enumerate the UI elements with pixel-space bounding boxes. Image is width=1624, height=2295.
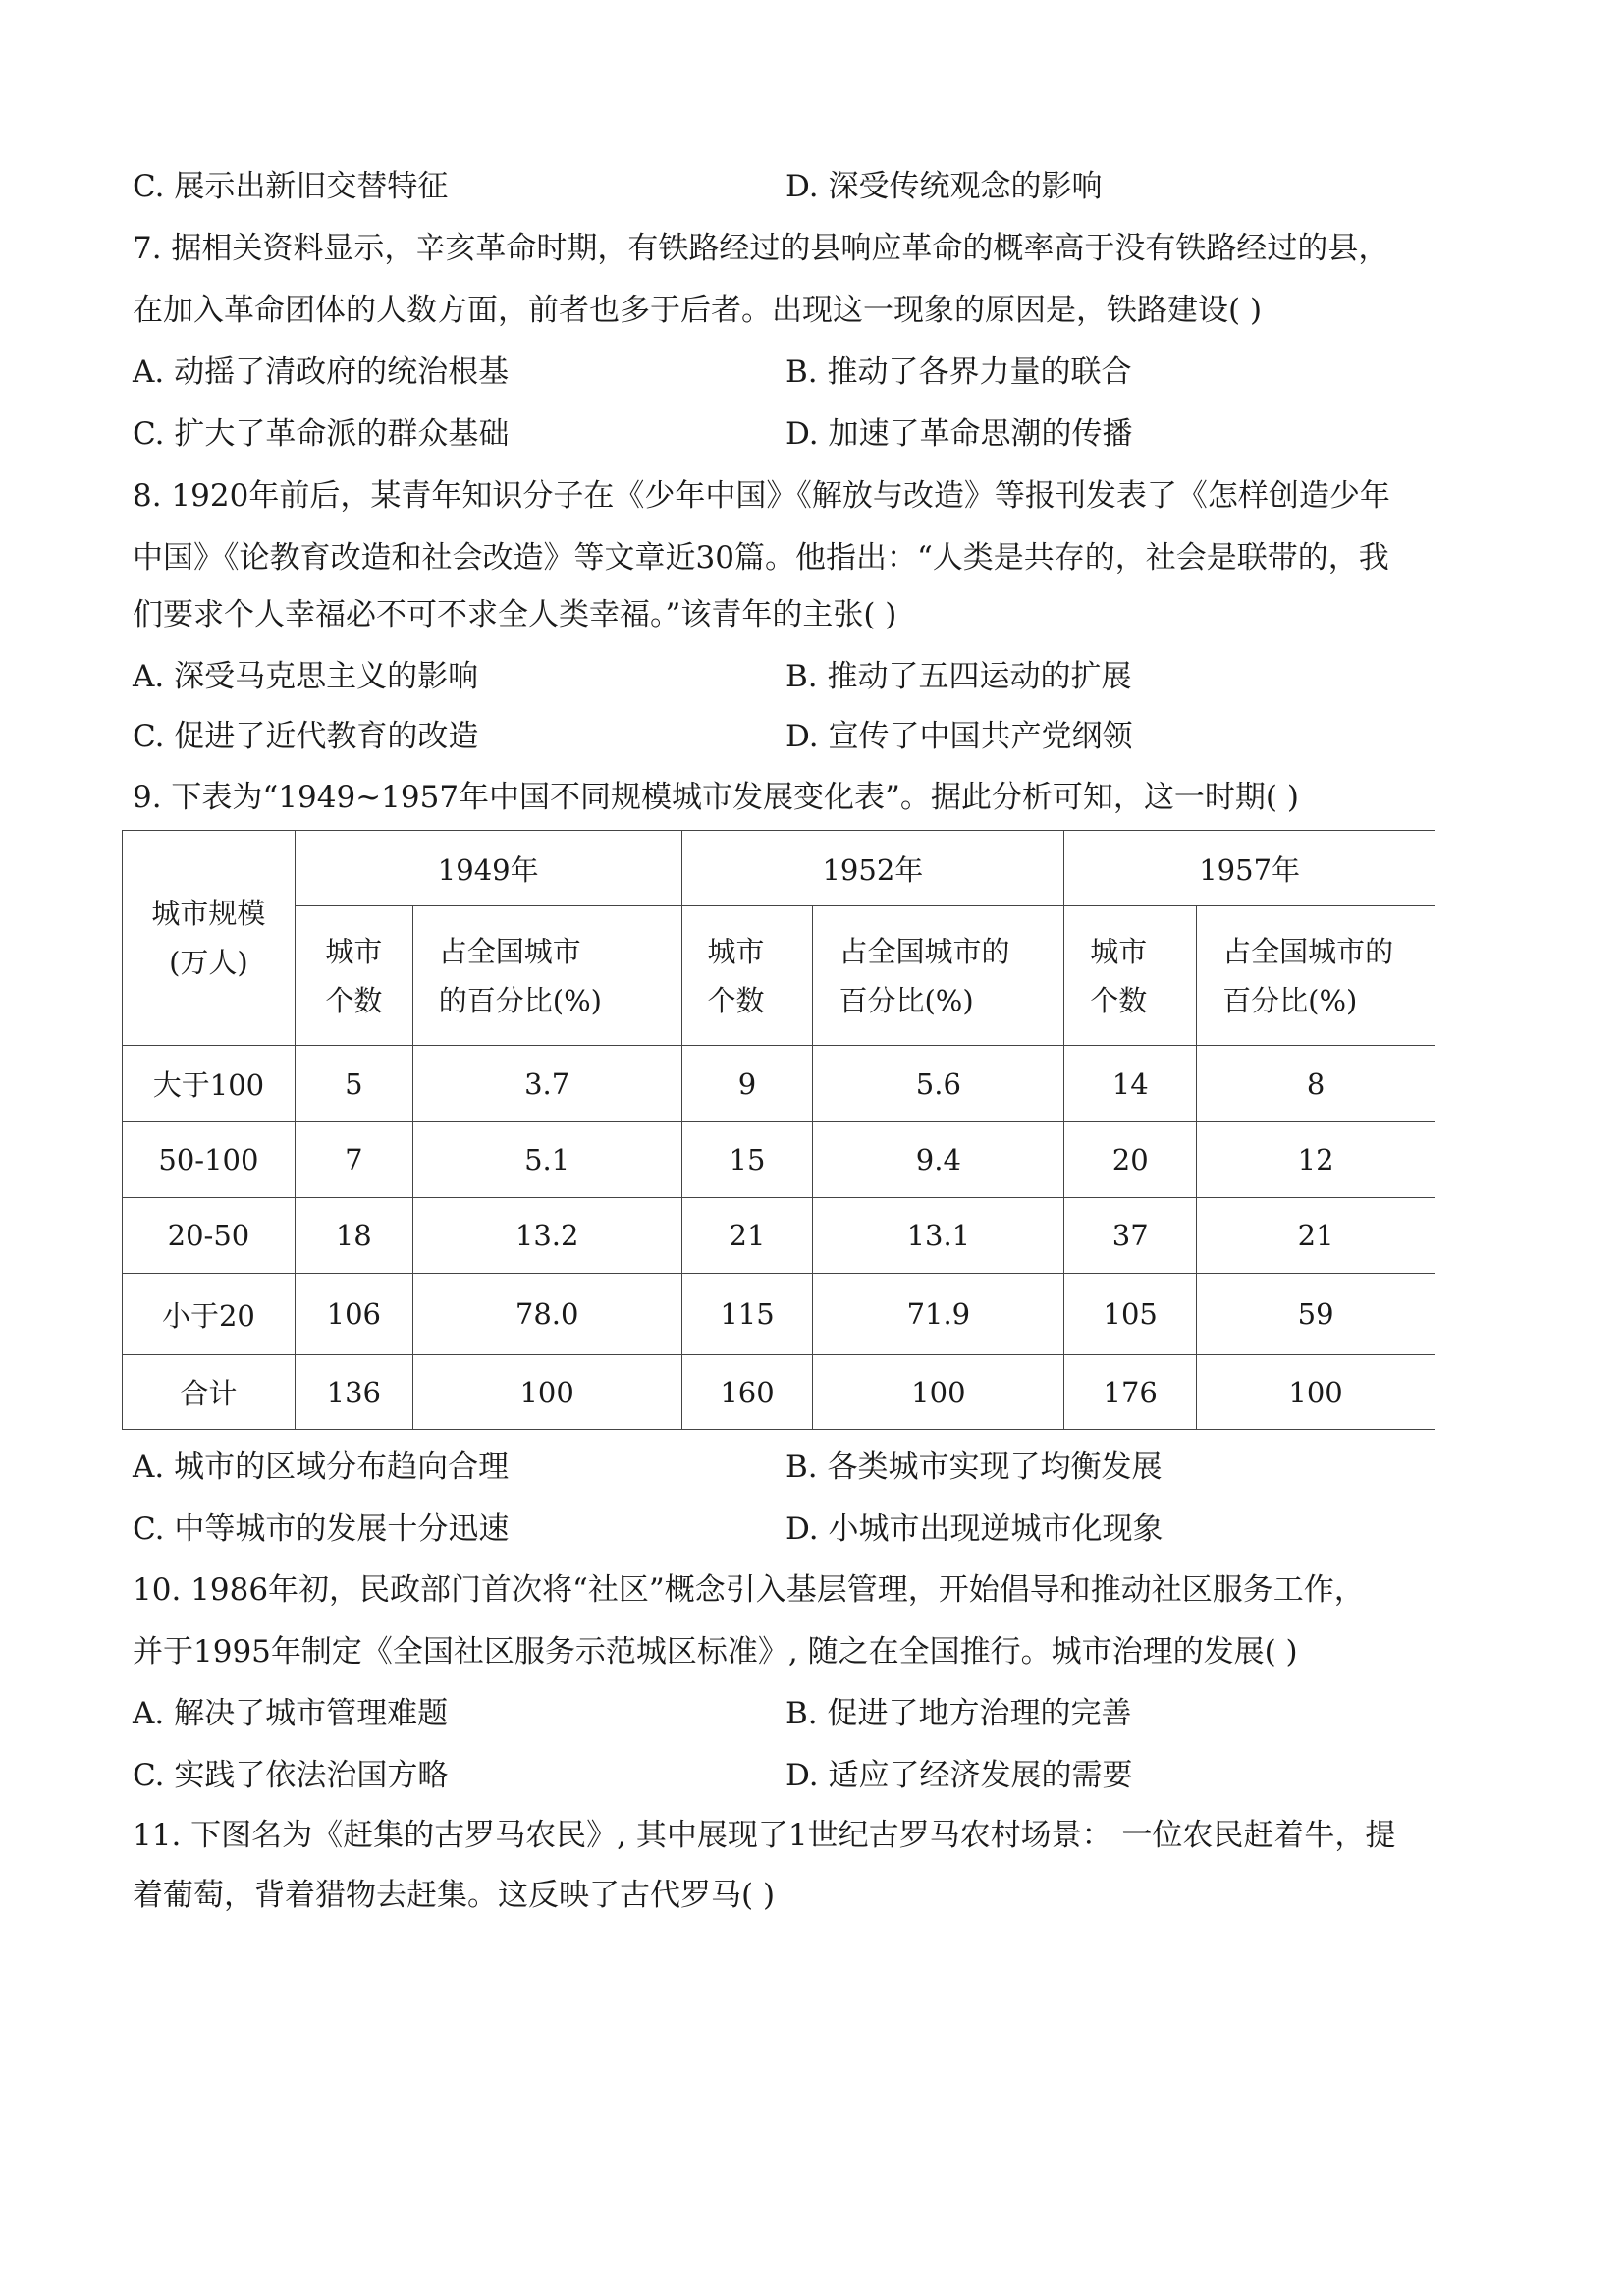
table-header-count-1957 bbox=[1064, 906, 1197, 1046]
table-cell-pct-1949: 100 bbox=[412, 1355, 681, 1430]
table-header-year-1952: 1952年 bbox=[681, 831, 1064, 906]
table-cell-pct-1949: 13.2 bbox=[412, 1198, 681, 1274]
table-cell-count-1957: 20 bbox=[1064, 1122, 1197, 1198]
table-cell-count-1952: 21 bbox=[681, 1198, 813, 1274]
table-cell-size: 合计 bbox=[123, 1355, 296, 1430]
q9-option-c: C. 中等城市的发展十分迅速 bbox=[133, 1511, 510, 1547]
table-cell-size: 50-100 bbox=[123, 1122, 296, 1198]
table-cell-pct-1957: 12 bbox=[1197, 1122, 1435, 1198]
table-header-count-label-line1: 城市 bbox=[325, 934, 383, 968]
table-cell-count-1949: 106 bbox=[295, 1274, 412, 1355]
q10-option-a: A. 解决了城市管理难题 bbox=[133, 1696, 449, 1731]
table-cell-pct-1952: 71.9 bbox=[813, 1274, 1064, 1355]
q10-stem-line-1: 10. 1986年初，民政部门首次将“社区”概念引入基层管理，开始倡导和推动社区服务工作， bbox=[133, 1572, 1365, 1608]
table-cell-pct-1952: 13.1 bbox=[813, 1198, 1064, 1274]
table-header-city-size-line2: (万人) bbox=[169, 946, 248, 979]
q8-option-b: B. 推动了五四运动的扩展 bbox=[785, 659, 1132, 694]
table-header-pct-label-line1: 占全国城市的 bbox=[839, 934, 1010, 968]
table-header-count-label-line2: 个数 bbox=[1090, 983, 1148, 1017]
table-header-pct-label-line2: 百分比(%) bbox=[839, 983, 974, 1017]
table-header-year-1957: 1957年 bbox=[1064, 831, 1435, 906]
table-cell-count-1957: 14 bbox=[1064, 1046, 1197, 1122]
q8-stem-line-2: 中国》《论教育改造和社会改造》等文章近30篇。他指出：“人类是共存的，社会是联带的，我 bbox=[133, 540, 1389, 575]
table-cell-count-1957: 105 bbox=[1064, 1274, 1197, 1355]
table-cell-pct-1952: 5.6 bbox=[813, 1046, 1064, 1122]
table-header-pct-label-line2: 百分比(%) bbox=[1222, 983, 1358, 1017]
table-header-columns-row bbox=[123, 906, 1435, 1046]
table-header-year-1949: 1949年 bbox=[295, 831, 681, 906]
table-header-pct-1957 bbox=[1197, 906, 1435, 1046]
table-cell-count-1952: 15 bbox=[681, 1122, 813, 1198]
q7-option-b: B. 推动了各界力量的联合 bbox=[785, 355, 1132, 390]
table-row-total bbox=[123, 1355, 1435, 1430]
q8-option-d: D. 宣传了中国共产党纲领 bbox=[785, 719, 1133, 754]
table-cell-pct-1952: 100 bbox=[813, 1355, 1064, 1430]
table-cell-count-1949: 136 bbox=[295, 1355, 412, 1430]
table-cell-pct-1949: 5.1 bbox=[412, 1122, 681, 1198]
table-cell-pct-1957: 21 bbox=[1197, 1198, 1435, 1274]
table-header-years-row bbox=[123, 831, 1435, 906]
table-cell-pct-1949: 3.7 bbox=[412, 1046, 681, 1122]
table-cell-size: 大于100 bbox=[123, 1046, 296, 1122]
table-cell-pct-1957: 100 bbox=[1197, 1355, 1435, 1430]
table-header-pct-label-line1: 占全国城市的 bbox=[1222, 934, 1394, 968]
table-cell-count-1949: 18 bbox=[295, 1198, 412, 1274]
table-header-pct-1949 bbox=[412, 906, 681, 1046]
table-cell-count-1949: 7 bbox=[295, 1122, 412, 1198]
q10-stem-line-2: 并于1995年制定《全国社区服务示范城区标准》, 随之在全国推行。城市治理的发展( ) bbox=[133, 1634, 1298, 1669]
q8-option-a: A. 深受马克思主义的影响 bbox=[133, 659, 479, 694]
table-header-count-label-line2: 个数 bbox=[707, 983, 765, 1017]
table-row bbox=[123, 1122, 1435, 1198]
table-cell-count-1949: 5 bbox=[295, 1046, 412, 1122]
table-cell-pct-1957: 59 bbox=[1197, 1274, 1435, 1355]
table-cell-pct-1952: 9.4 bbox=[813, 1122, 1064, 1198]
q7-stem-line-1: 7. 据相关资料显示，辛亥革命时期，有铁路经过的县响应革命的概率高于没有铁路经过的县， bbox=[133, 231, 1389, 266]
table-row bbox=[123, 1046, 1435, 1122]
q9-option-b: B. 各类城市实现了均衡发展 bbox=[785, 1449, 1163, 1485]
table-header-city-size bbox=[123, 831, 296, 1046]
table-cell-size: 小于20 bbox=[123, 1274, 296, 1355]
table-header-pct-label-line1: 占全国城市 bbox=[438, 934, 581, 968]
table-header-count-1949 bbox=[295, 906, 412, 1046]
table-header-pct-1952 bbox=[813, 906, 1064, 1046]
table-header-count-label-line1: 城市 bbox=[1090, 934, 1148, 968]
table-cell-pct-1949: 78.0 bbox=[412, 1274, 681, 1355]
table-header-pct-label-line2: 的百分比(%) bbox=[438, 983, 602, 1017]
q9-stem: 9. 下表为“1949~1957年中国不同规模城市发展变化表”。据此分析可知，这一时期( ) bbox=[133, 780, 1299, 815]
q9-option-d: D. 小城市出现逆城市化现象 bbox=[785, 1511, 1164, 1547]
table-row bbox=[123, 1274, 1435, 1355]
q10-option-c: C. 实践了依法治国方略 bbox=[133, 1758, 449, 1793]
table-cell-count-1957: 176 bbox=[1064, 1355, 1197, 1430]
q7-option-c: C. 扩大了革命派的群众基础 bbox=[133, 416, 510, 452]
q7-option-a: A. 动摇了清政府的统治根基 bbox=[133, 355, 510, 390]
q9-option-a: A. 城市的区域分布趋向合理 bbox=[133, 1449, 510, 1485]
table-cell-pct-1957: 8 bbox=[1197, 1046, 1435, 1122]
q7-stem-line-2: 在加入革命团体的人数方面，前者也多于后者。出现这一现象的原因是，铁路建设( ) bbox=[133, 293, 1263, 328]
table-cell-count-1952: 160 bbox=[681, 1355, 813, 1430]
q6-option-c: C. 展示出新旧交替特征 bbox=[133, 169, 449, 204]
q8-stem-line-1: 8. 1920年前后，某青年知识分子在《少年中国》《解放与改造》等报刊发表了《怎样创造少年 bbox=[133, 478, 1390, 514]
q10-option-d: D. 适应了经济发展的需要 bbox=[785, 1758, 1133, 1793]
table-header-count-label-line1: 城市 bbox=[707, 934, 765, 968]
table-cell-count-1957: 37 bbox=[1064, 1198, 1197, 1274]
q10-option-b: B. 促进了地方治理的完善 bbox=[785, 1696, 1132, 1731]
city-development-table bbox=[122, 830, 1435, 1430]
q8-option-c: C. 促进了近代教育的改造 bbox=[133, 719, 479, 754]
q11-stem-line-1: 11. 下图名为《赶集的古罗马农民》, 其中展现了1世纪古罗马农村场景： 一位农民赶着牛，提 bbox=[133, 1818, 1396, 1853]
q6-option-d: D. 深受传统观念的影响 bbox=[785, 169, 1103, 204]
table-header-city-size-line1: 城市规模 bbox=[151, 897, 266, 930]
table-header-count-label-line2: 个数 bbox=[325, 983, 383, 1017]
table-cell-size: 20-50 bbox=[123, 1198, 296, 1274]
table-header-count-1952 bbox=[681, 906, 813, 1046]
table-cell-count-1952: 9 bbox=[681, 1046, 813, 1122]
q7-option-d: D. 加速了革命思潮的传播 bbox=[785, 416, 1133, 452]
table-cell-count-1952: 115 bbox=[681, 1274, 813, 1355]
q8-stem-line-3: 们要求个人幸福必不可不求全人类幸福。”该青年的主张( ) bbox=[133, 597, 897, 632]
q11-stem-line-2: 着葡萄，背着猎物去赶集。这反映了古代罗马( ) bbox=[133, 1878, 776, 1913]
table-row bbox=[123, 1198, 1435, 1274]
